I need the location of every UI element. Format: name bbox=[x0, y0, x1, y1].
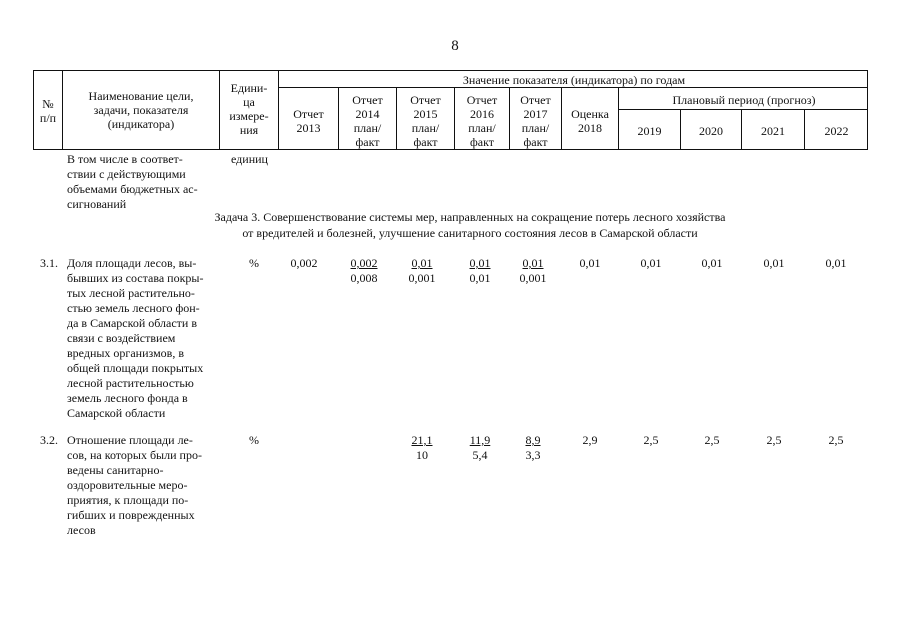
value-2015-plan: 21,1 bbox=[411, 433, 433, 447]
value-2019: 2,5 bbox=[643, 433, 659, 447]
value-2015-plan: 0,01 bbox=[411, 256, 433, 270]
header-year-2013: Отчет 2013 bbox=[293, 107, 324, 135]
value-2020: 0,01 bbox=[701, 256, 723, 270]
header-year-2016: Отчет 2016 план/ факт bbox=[466, 93, 498, 149]
header-year-2019: 2019 bbox=[637, 124, 662, 138]
value-2021: 2,5 bbox=[766, 433, 782, 447]
header-year-2020: 2020 bbox=[699, 124, 723, 138]
value-2017-plan: 0,01 bbox=[522, 256, 544, 270]
row-number: 3.1. bbox=[40, 256, 58, 270]
pre-row-name: В том числе в соответ- ствии с действующими объемами бюджетных ас- сигнований bbox=[67, 152, 198, 211]
value-2022: 0,01 bbox=[825, 256, 847, 270]
value-2014-fact: 0,008 bbox=[350, 271, 378, 285]
header-year-2021: 2021 bbox=[761, 124, 785, 138]
value-2022: 2,5 bbox=[828, 433, 844, 447]
row-number: 3.2. bbox=[40, 433, 58, 447]
value-2014-plan: 0,002 bbox=[350, 256, 378, 270]
row-name: Отношение площади ле- сов, на которых были про- ведены санитарно- оздоровительные меро- приятия, к площади по- гибших и поврежденных лесов bbox=[67, 433, 202, 537]
header-year-2018: Оценка 2018 bbox=[571, 107, 609, 135]
row-unit: % bbox=[249, 256, 259, 270]
value-2018: 2,9 bbox=[582, 433, 598, 447]
value-2017-plan: 8,9 bbox=[525, 433, 541, 447]
header-year-2022: 2022 bbox=[824, 124, 849, 138]
header-num: № п/п bbox=[39, 97, 57, 125]
value-2016-plan: 11,9 bbox=[469, 433, 491, 447]
header-name: Наименование цели, задачи, показателя (индикатора) bbox=[88, 89, 194, 131]
header-plan-title: Плановый период (прогноз) bbox=[672, 93, 816, 107]
value-2021: 0,01 bbox=[763, 256, 785, 270]
task-title-line2: от вредителей и болезней, улучшение санитарного состояния лесов в Самарской области bbox=[242, 226, 698, 240]
header-group-title: Значение показателя (индикатора) по годам bbox=[462, 73, 686, 87]
divider bbox=[278, 87, 867, 88]
page-number: 8 bbox=[451, 38, 459, 54]
task-title-line1: Задача 3. Совершенствование системы мер, направленных на сокращение потерь лесного хозяйства bbox=[214, 210, 726, 224]
value-2019: 0,01 bbox=[640, 256, 662, 270]
header-year-2015: Отчет 2015 план/ факт bbox=[410, 93, 441, 149]
value-2017-fact: 3,3 bbox=[525, 448, 541, 462]
pre-row-unit: единиц bbox=[231, 152, 268, 166]
value-2015-fact: 10 bbox=[416, 448, 428, 462]
value-2016-plan: 0,01 bbox=[469, 256, 491, 270]
table-header bbox=[33, 70, 868, 150]
divider bbox=[618, 109, 867, 110]
value-2020: 2,5 bbox=[704, 433, 720, 447]
value-2017-fact: 0,001 bbox=[519, 271, 547, 285]
value-2016-fact: 5,4 bbox=[472, 448, 488, 462]
value-2018: 0,01 bbox=[579, 256, 601, 270]
value-2013: 0,002 bbox=[290, 256, 318, 270]
value-2015-fact: 0,001 bbox=[408, 271, 436, 285]
row-unit: % bbox=[249, 433, 259, 447]
value-2016-fact: 0,01 bbox=[469, 271, 491, 285]
header-year-2017: Отчет 2017 план/ факт bbox=[520, 93, 551, 149]
header-year-2014: Отчет 2014 план/ факт bbox=[352, 93, 383, 149]
row-name: Доля площади лесов, вы- бывших из состава покры- тых лесной растительно- стью земель лесного фон- да в Самарской области в связи с воздействием вредных организмов, в общей площади покрытых лесной растительностью земель лесного фонда в Самарской области bbox=[67, 256, 204, 420]
header-unit: Едини- ца измере- ния bbox=[229, 81, 269, 137]
